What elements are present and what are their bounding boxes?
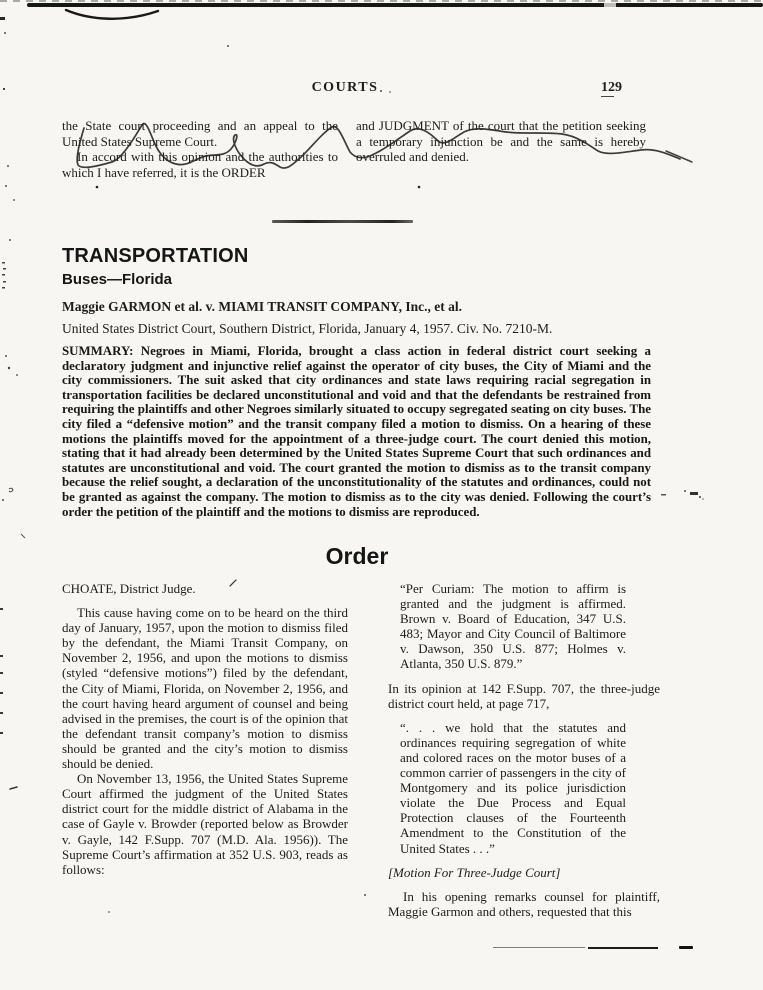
edge-tick xyxy=(0,692,3,694)
margin-tick xyxy=(21,534,25,538)
order-left-column xyxy=(62,581,348,919)
speck-upper xyxy=(227,45,229,47)
margin-speck xyxy=(4,32,6,34)
order-body-columns xyxy=(62,581,660,919)
margin-dash xyxy=(10,787,17,789)
margin-speck xyxy=(2,262,5,264)
margin-speck xyxy=(3,88,5,90)
margin-speck xyxy=(3,281,6,283)
margin-speck xyxy=(2,287,5,289)
margin-speck xyxy=(8,367,10,369)
scan-bottom-line-dark xyxy=(588,947,658,949)
pen-scribble-tail xyxy=(666,151,692,162)
right-margin-mark xyxy=(690,492,698,495)
margin-speck xyxy=(16,374,18,376)
right-margin-speck xyxy=(699,496,701,498)
case-summary: SUMMARY: Negroes in Miami, Florida, brought a class action in federal district court seeking a declaratory judgment and injunctive relief against the operator of city buses, the City of Miami and the city commissioners. The suit asked that city ordinances and state laws requiring racial segregation in transportation facilities be declared unconstitutional and void and that the defendants be restrained from requiring the plaintiffs and other Negroes similarly situated to occupy segregated seating on city buses. The city filed a “defensive motion” and the transit company filed a motion to dismiss. On a hearing of these motions the plaintiffs moved for the appointment of a three-judge court. The court denied this motion, stating that it had already been determined by the United States Supreme Court that such ordinances and statutes are unconstitutional and void. The court granted the motion to dismiss as to the transit company because the relief sought, a declaration of the unconstitutionality of the statutes and ordinances, could not be granted as against the company. The motion to dismiss as to the city was denied. Following the court’s order the petition of the plaintiff and the motions to dismiss are reproduced. xyxy=(62,344,651,519)
court-citation-line: United States District Court, Southern District, Florida, January 4, 1957. Civ. No. 7210-M. xyxy=(62,321,553,336)
top-carryover-section xyxy=(62,118,646,180)
motion-bracket-heading: [Motion For Three-Judge Court] xyxy=(388,864,561,880)
order-heading: Order xyxy=(325,543,389,569)
edge-tick xyxy=(0,712,3,714)
case-title: Maggie GARMON et al. v. MIAMI TRANSIT COMPANY, Inc., et al. xyxy=(62,299,462,314)
edge-tick xyxy=(0,732,3,734)
top-right-paragraph-1: and JUDGMENT of the court that the petition seeking a temporary injunction be and the same is hereby overruled and denied. xyxy=(356,118,646,165)
ink-dot-left xyxy=(96,186,99,189)
edge-tick xyxy=(0,655,3,657)
order-right-column xyxy=(388,581,660,919)
ink-dot-right xyxy=(418,186,421,189)
margin-speck xyxy=(5,185,7,187)
section-heading: TRANSPORTATION xyxy=(62,245,249,267)
scan-top-edge-line xyxy=(27,3,763,7)
right-margin-speck xyxy=(684,490,686,492)
order-left-paragraph-2: On November 13, 1956, the United States Supreme Court affirmed the judgment of the United States district court for the middle district of Alabama in the case of Gayle v. Browder (reported below as Browder v. Gayle, 142 F.Supp. 707 (M.D. Ala. 1956)). The Supreme Court’s affirmation at 352 U.S. 903, reads as follows: xyxy=(62,771,348,877)
section-subheading: Buses—Florida xyxy=(62,271,173,288)
margin-speck xyxy=(9,239,11,241)
order-left-paragraph-1: This cause having come on to be heard on the third day of January, 1957, upon the motion to dismiss filed by the defendant, the Miami Transit Company, on November 2, 1956, and upon the motions to dismiss (styled “defensive motions”) filed by the defendant, the City of Miami, Florida, on November 2, 1956, and the court having heard argument of counsel and being advised in the premises, the court is of the opinion that the defendant transit company’s motion to dismiss should be granted and the city’s motion to dismiss should be denied. xyxy=(62,605,348,772)
top-left-paragraph-1: the State court proceeding and an appeal to the United States Supreme Court. xyxy=(62,118,338,149)
margin-speck xyxy=(13,199,15,201)
top-pen-swoosh xyxy=(66,10,158,19)
order-right-paragraph-2: In his opening remarks counsel for plaintiff, Maggie Garmon and others, requested that this xyxy=(388,888,660,919)
edge-tick xyxy=(0,608,3,610)
scan-bottom-line-faint xyxy=(493,947,585,948)
margin-speck xyxy=(3,268,6,270)
page-number: 129 xyxy=(601,80,622,95)
top-left-paragraph-2: In accord with this opinion and the authorities to which I have referred, it is the ORDER xyxy=(62,149,338,180)
per-curiam-quote: “Per Curiam: The motion to affirm is granted and the judgment is affirmed. Brown v. Board of Education, 347 U.S. 483; Mayor and City Council of Baltimore v. Dawson, 350 U.S. 877; Holmes v. Atlanta, 350 U.S. 879.” xyxy=(400,581,626,672)
running-header-title: COURTS xyxy=(311,80,379,95)
page-number-underline xyxy=(601,96,614,97)
margin-speck xyxy=(5,355,7,357)
margin-mark xyxy=(0,17,5,20)
judge-line: CHOATE, District Judge. xyxy=(62,581,196,596)
scan-top-edge-gap xyxy=(604,3,616,7)
right-margin-speck xyxy=(702,498,704,500)
top-left-column xyxy=(62,118,338,180)
margin-speck xyxy=(2,499,4,501)
scan-bottom-dash xyxy=(679,946,693,949)
section-divider-rule xyxy=(272,220,413,223)
margin-speck xyxy=(7,165,9,167)
top-right-column xyxy=(356,118,646,180)
scan-top-dotted-edge xyxy=(0,0,763,2)
margin-squiggle xyxy=(9,488,13,492)
edge-tick xyxy=(0,672,3,674)
order-right-paragraph-1: In its opinion at 142 F.Supp. 707, the three-judge district court held, at page 717, xyxy=(388,680,660,711)
right-margin-dash xyxy=(661,494,666,496)
margin-speck xyxy=(2,274,5,276)
opinion-quote: “. . . we hold that the statutes and ordinances requiring segregation of white and colored races on the motor buses of a common carrier of passengers in the city of Montgomery and its police jurisdiction violate the Due Process and Equal Protection clauses of the Fourteenth Amendment to the Constitution of the United States . . .” xyxy=(400,719,626,856)
